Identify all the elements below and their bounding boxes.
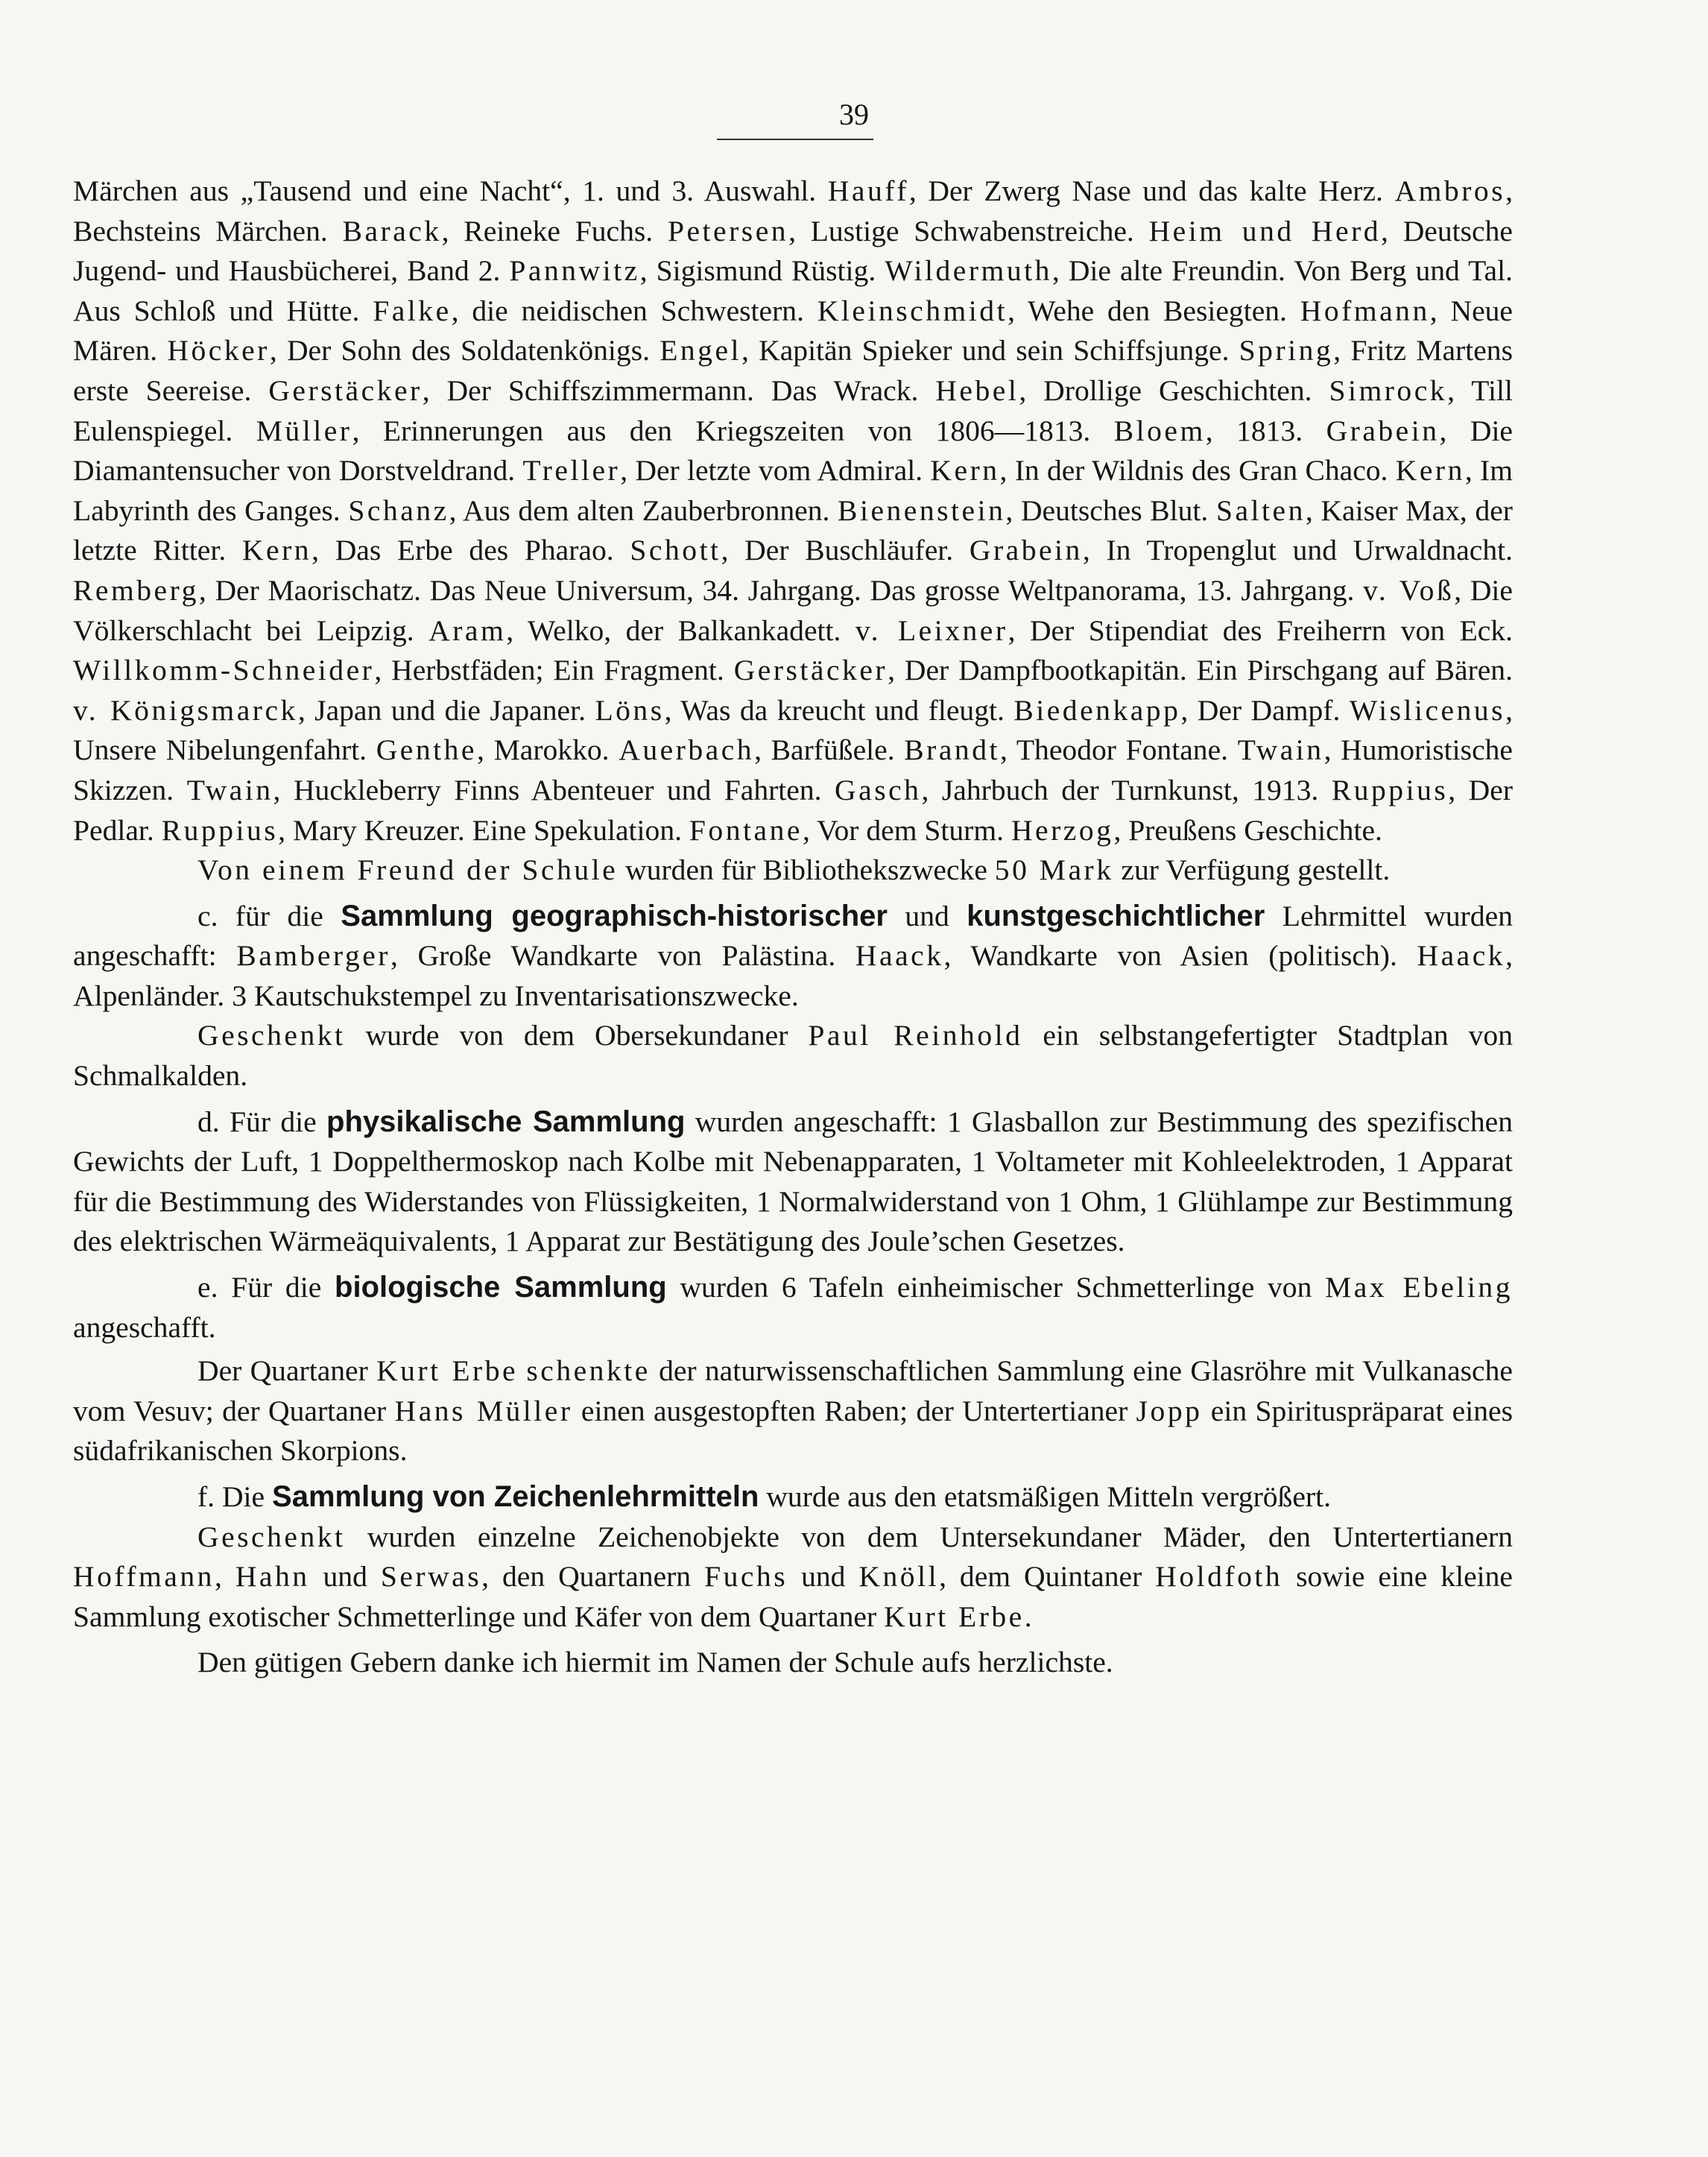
spaced-name: Petersen — [667, 214, 789, 247]
text-run: , Im Labyrinth des Ganges. — [73, 454, 1513, 527]
page-number: 39 — [839, 98, 869, 131]
text-run: , Der Zwerg Nase und das kalte Herz. — [908, 174, 1395, 207]
page-number-rule — [717, 139, 873, 140]
text-run: , Wehe den Besiegten. — [1008, 294, 1300, 327]
text-run: , die neidischen Schwestern. — [451, 294, 817, 327]
spaced-name: v. Leixner — [855, 613, 1008, 647]
text-run: , Der Dampf. — [1180, 693, 1350, 727]
text-run: , — [214, 1560, 235, 1594]
text-run: wurden angeschafft: 1 Glasballon zur Bestimmung des spezifischen Gewichts der Luft, 1 Doppelthermoskop nach Kolbe mit Nebenapparaten, 1 Voltameter mit Kohleelektroden, 1 Apparat für die Bestimmung des Widerstandes von Flüssigkeiten, 1 Normalwiderstand von 1 Ohm, 1 Glühlampe zur Bestimmung des elektrischen Wärmeäquivalents, 1 Apparat zur Bestätigung des Joule’schen Gesetzes. — [73, 1105, 1514, 1258]
text-run: , Unsere Nibelungenfahrt. — [73, 693, 1513, 767]
bold-heading: physikalische Sammlung — [326, 1105, 686, 1138]
text-run: , Deutsche Jugend- und Hausbücherei, Band 2. — [73, 214, 1513, 288]
spaced-name: Heim und Herd — [1148, 214, 1382, 247]
text-run: , Der Dampfbootkapitän. Ein Pirschgang auf Bären. — [888, 654, 1513, 687]
spaced-name: Geschenkt — [197, 1520, 346, 1553]
text-run: , Marokko. — [477, 733, 619, 767]
page-body — [73, 171, 1513, 1683]
text-run: wurden 6 Tafeln einheimischer Schmetterlinge von — [666, 1271, 1326, 1304]
spaced-name: Bienenstein — [838, 493, 1006, 527]
spaced-name: Grabein — [969, 534, 1083, 567]
spaced-name: Gerstäcker — [733, 654, 888, 687]
spaced-name: Twain — [186, 773, 273, 806]
spaced-name: Hans Müller — [394, 1394, 573, 1427]
spaced-name: Von einem Freund der Schule — [197, 853, 619, 887]
text-run: , Preußens Geschichte. — [1113, 813, 1382, 847]
text-run: , Lustige Schwabenstreiche. — [788, 214, 1149, 247]
spaced-name: Gerstäcker — [268, 373, 423, 407]
paragraph-gift-e — [73, 1351, 1513, 1471]
spaced-name: Kurt Erbe — [884, 1599, 1025, 1633]
spaced-name: Kern — [241, 534, 312, 567]
text-run: wurden einzelne Zeichenobjekte von dem Untersekundaner Mäder, den Untertertianern — [345, 1520, 1513, 1553]
text-run — [518, 1354, 526, 1387]
text-run: , Der Maorischatz. Das Neue Universum, 34. Jahrgang. Das grosse Weltpanorama, 13. Jahrgang. — [198, 573, 1364, 607]
spaced-name: Höcker — [167, 334, 270, 367]
paragraph-gift-f — [73, 1518, 1513, 1638]
paragraph-donation-library — [73, 850, 1513, 891]
spaced-name: Fontane — [689, 813, 803, 847]
spaced-name: Willkomm-Schneider — [73, 654, 375, 687]
spaced-name: Kleinschmidt — [817, 294, 1008, 327]
spaced-name: Haack — [855, 939, 944, 973]
text-run: , dem Quintaner — [939, 1560, 1156, 1594]
spaced-name: Schanz — [348, 493, 449, 527]
bold-heading: kunstgeschichtlicher — [967, 899, 1265, 932]
spaced-name: Simrock — [1329, 373, 1448, 407]
text-run: , In der Wildnis des Gran Chaco. — [999, 454, 1396, 487]
text-run: . — [1024, 1599, 1032, 1633]
spaced-name: Brandt — [904, 733, 1001, 767]
spaced-name: Schott — [630, 534, 721, 567]
text-run: , Alpenländer. 3 Kautschukstempel zu Inventarisationszwecke. — [73, 939, 1513, 1012]
text-run: , Die alte Freundin. Von Berg und Tal. Aus Schloß und Hütte. — [73, 254, 1513, 327]
bold-heading: biologische Sammlung — [335, 1271, 667, 1304]
paragraph-gift-c — [73, 1016, 1513, 1096]
text-run: c. für die — [197, 899, 341, 932]
spaced-name: Paul Reinhold — [808, 1019, 1023, 1052]
text-run: Den gütigen Gebern danke ich hiermit im Namen der Schule aufs herzlichste. — [197, 1646, 1113, 1679]
text-run: , Fritz Martens erste Seereise. — [73, 334, 1513, 407]
spaced-name: Geschenkt — [197, 1019, 346, 1052]
spaced-name: Grabein — [1326, 414, 1440, 447]
text-run: , Huckleberry Finns Abenteuer und Fahrten. — [273, 773, 835, 806]
text-run: einen ausgestopften Raben; der Untertertianer — [572, 1394, 1136, 1427]
spaced-name: Müller — [256, 414, 352, 447]
text-run: , Theodor Fontane. — [1000, 733, 1238, 767]
text-run: Der Quartaner — [197, 1354, 377, 1388]
spaced-name: Ruppius — [161, 813, 279, 847]
text-run: , Deutsches Blut. — [1005, 493, 1216, 527]
paragraph-section-d — [73, 1102, 1513, 1262]
text-run: , 1813. — [1205, 414, 1326, 447]
spaced-name: schenkte — [526, 1354, 651, 1388]
text-run: f. Die — [197, 1480, 273, 1513]
spaced-name: Spring — [1239, 334, 1334, 367]
spaced-name: Hauff — [827, 174, 909, 207]
spaced-name: v. Königsmarck — [73, 693, 298, 727]
text-run: , Der Sohn des Soldatenkönigs. — [269, 334, 660, 367]
spaced-name: Hofmann — [1300, 294, 1430, 327]
text-run: wurden für Bibliothekszwecke — [618, 853, 995, 887]
spaced-name: Ruppius — [1331, 773, 1449, 806]
text-run: ein Spirituspräparat eines südafrikanischen Skorpions. — [73, 1394, 1513, 1468]
text-run: , den Quartanern — [481, 1560, 705, 1594]
text-run: , Till Eulenspiegel. — [73, 373, 1513, 447]
spaced-name: Pannwitz — [509, 254, 640, 288]
text-run: und — [788, 1560, 859, 1594]
spaced-name: v. Voß — [1363, 573, 1455, 607]
spaced-name: Aram — [428, 613, 507, 647]
spaced-name: Ambros — [1394, 174, 1506, 207]
paragraph-section-c — [73, 897, 1513, 1017]
text-run: , Neue Mären. — [73, 294, 1513, 367]
text-run: wurde aus den etatsmäßigen Mitteln vergrößert. — [759, 1480, 1331, 1513]
text-run: , Jahrbuch der Turnkunst, 1913. — [921, 773, 1332, 806]
spaced-name: Bloem — [1113, 414, 1206, 447]
text-run: , Bechsteins Märchen. — [73, 174, 1513, 247]
text-run: , Der Buschläufer. — [721, 534, 970, 567]
spaced-name: Genthe — [376, 733, 477, 767]
spaced-name: Remberg — [73, 573, 199, 607]
text-run: e. Für die — [197, 1271, 335, 1304]
text-run: , Erinnerungen aus den Kriegszeiten von 1806—1813. — [352, 414, 1114, 447]
spaced-name: Herzog — [1010, 813, 1114, 847]
spaced-name: Twain — [1237, 733, 1324, 767]
text-run: , Die Völkerschlacht bei Leipzig. — [73, 573, 1513, 647]
spaced-name: Hahn — [235, 1560, 310, 1594]
text-run: und — [887, 899, 967, 932]
text-run: , Der Stipendiat des Freiherrn von Eck. — [1008, 613, 1514, 647]
text-run: ein selbstangefertigter Stadtplan von Schmalkalden. — [73, 1019, 1513, 1093]
text-run: wurde von dem Obersekundaner — [345, 1019, 809, 1052]
text-run: , Herbstfäden; Ein Fragment. — [374, 654, 734, 687]
paragraph-section-e — [73, 1268, 1513, 1348]
text-run: sowie eine kleine Sammlung exotischer Schmetterlinge und Käfer von dem Quartaner — [73, 1560, 1513, 1633]
paragraph-books — [73, 171, 1513, 850]
text-run: , Drollige Geschichten. — [1019, 373, 1329, 407]
text-run: angeschafft. — [73, 1310, 216, 1344]
spaced-name: Fuchs — [704, 1560, 788, 1594]
spaced-name: Falke — [373, 294, 452, 327]
text-run: , Wandkarte von Asien (politisch). — [943, 939, 1417, 973]
paragraph-thanks — [73, 1643, 1513, 1683]
spaced-name: Holdfoth — [1155, 1560, 1283, 1594]
text-run: , Kapitän Spieker und sein Schiffsjunge. — [741, 334, 1239, 367]
spaced-name: Haack — [1417, 939, 1506, 973]
bold-heading: Sammlung geographisch-historischer — [341, 899, 888, 932]
spaced-name: Engel — [660, 334, 742, 367]
spaced-name: Salten — [1215, 493, 1306, 527]
spaced-name: Hoffmann — [73, 1560, 215, 1594]
text-run: , Japan und die Japaner. — [297, 693, 595, 727]
spaced-name: Kern — [930, 454, 1000, 487]
text-run: , Humoristische Skizzen. — [73, 733, 1513, 806]
bold-heading: Sammlung von Zeichenlehrmitteln — [272, 1480, 759, 1513]
text-run: zur Verfügung gestellt. — [1113, 853, 1391, 887]
text-run: , Der letzte vom Admiral. — [620, 454, 931, 487]
text-run: , Große Wandkarte von Palästina. — [390, 939, 855, 973]
spaced-name: Jopp — [1136, 1394, 1203, 1427]
text-run: , Das Erbe des Pharao. — [311, 534, 630, 567]
text-run: und — [309, 1560, 381, 1594]
spaced-name: Hebel — [935, 373, 1019, 407]
text-run: der naturwissenschaftlichen Sammlung eine Glasröhre mit Vulkanasche vom Vesuv; der Quartaner — [73, 1354, 1513, 1427]
text-run: , Vor dem Sturm. — [802, 813, 1011, 847]
spaced-name: Bamberger — [236, 939, 390, 973]
text-run: , Kaiser Max, der letzte Ritter. — [73, 493, 1513, 567]
spaced-name: Auerbach — [619, 733, 755, 767]
text-run: d. Für die — [197, 1105, 327, 1138]
text-run: , Die Diamantensucher von Dorstveldrand. — [73, 414, 1514, 487]
spaced-name: Löns — [595, 693, 665, 727]
spaced-name: Knöll — [858, 1560, 940, 1594]
spaced-name: Kurt Erbe — [376, 1354, 519, 1388]
text-run: , Sigismund Rüstig. — [639, 254, 885, 288]
spaced-name: Kern — [1395, 454, 1465, 487]
spaced-name: Barack — [342, 214, 442, 247]
spaced-name: 50 Mark — [994, 853, 1114, 887]
text-run: , In Tropenglut und Urwaldnacht. — [1082, 534, 1514, 567]
text-run: , Der Schiffszimmermann. Das Wrack. — [422, 373, 936, 407]
text-run: , Welko, der Balkankadett. — [506, 613, 855, 647]
text-run: , Barfüßele. — [754, 733, 905, 767]
text-run: , Mary Kreuzer. Eine Spekulation. — [278, 813, 689, 847]
text-run: , Der Pedlar. — [73, 773, 1514, 847]
text-run: , Aus dem alten Zauberbronnen. — [449, 493, 838, 527]
spaced-name: Gasch — [835, 773, 922, 806]
text-run: , Reineke Fuchs. — [441, 214, 668, 247]
spaced-name: Treller — [522, 454, 621, 487]
text-run: Märchen aus „Tausend und eine Nacht“, 1. und 3. Auswahl. — [73, 174, 828, 207]
spaced-name: Max Ebeling — [1325, 1271, 1513, 1304]
paragraph-section-f — [73, 1477, 1513, 1518]
spaced-name: Serwas — [380, 1560, 482, 1594]
spaced-name: Biedenkapp — [1013, 693, 1181, 727]
text-run: , Was da kreucht und fleugt. — [664, 693, 1014, 727]
text-run: Lehrmittel wurden angeschafft: — [73, 899, 1513, 973]
spaced-name: Wislicenus — [1349, 693, 1506, 727]
spaced-name: Wildermuth — [885, 254, 1052, 288]
